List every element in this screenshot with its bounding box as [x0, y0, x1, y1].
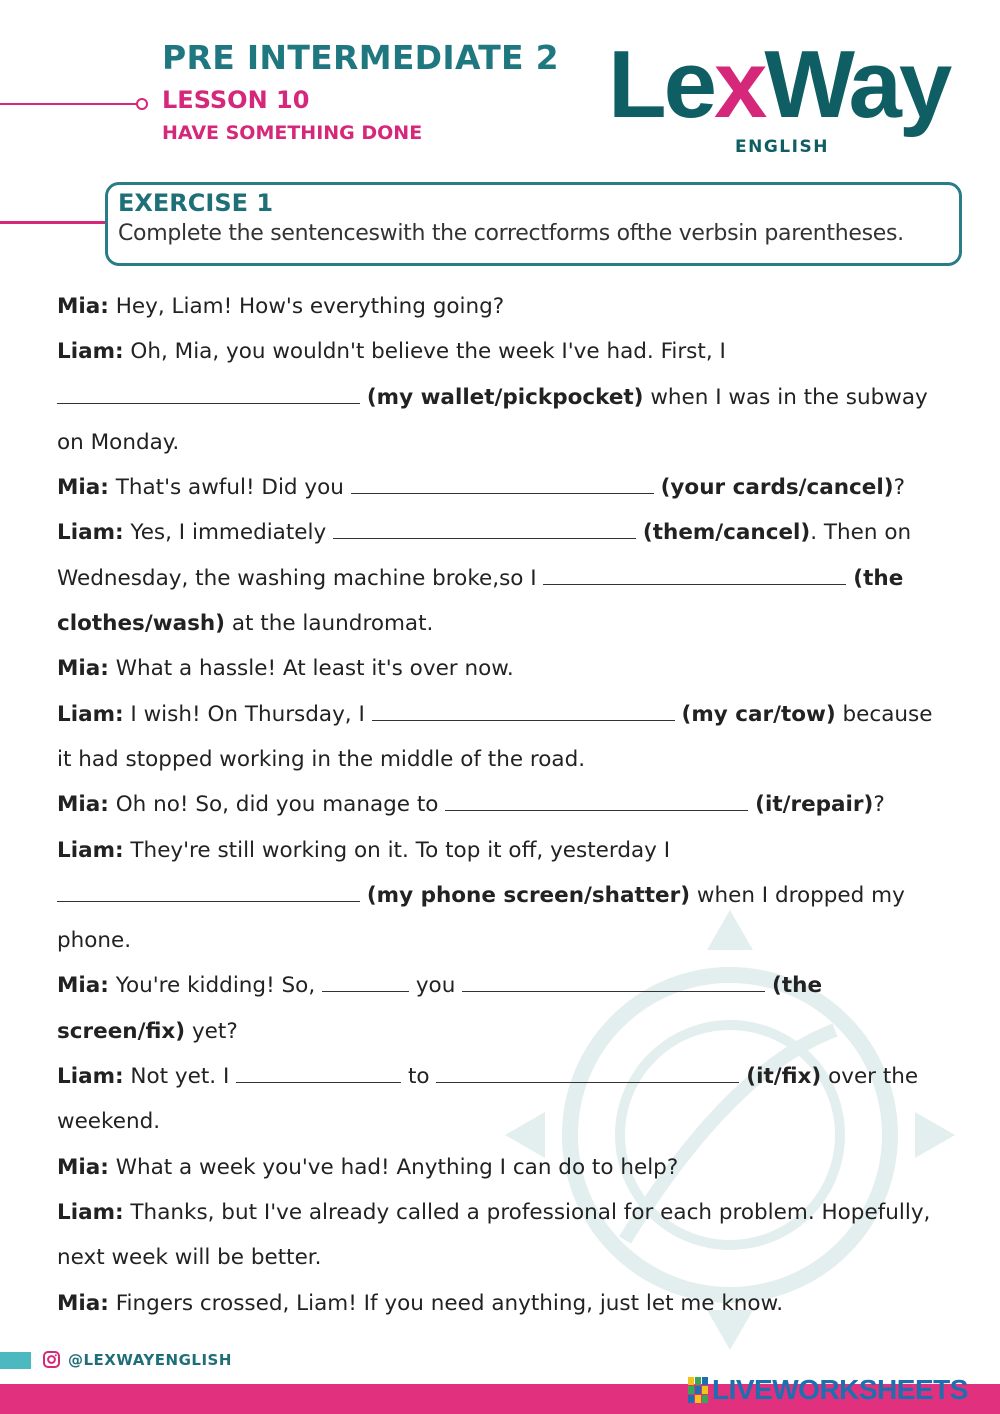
verb-hint: (the — [853, 565, 904, 591]
dialogue-line: Mia: That's awful! Did you (your cards/cancel)? — [57, 475, 905, 501]
speaker: Liam: — [57, 701, 124, 727]
lesson-topic: HAVE SOMETHING DONE — [162, 122, 423, 144]
verb-hint: (the — [772, 973, 823, 999]
dialogue — [57, 284, 947, 1326]
verb-hint: screen/fix) — [57, 1018, 186, 1044]
speaker: Liam: — [57, 1199, 124, 1225]
answer-blank-5[interactable] — [372, 700, 675, 721]
level-title: PRE INTERMEDIATE 2 — [162, 38, 559, 77]
answer-blank-4[interactable] — [543, 564, 846, 585]
dialogue-line: Mia: You're kidding! So, you (the — [57, 973, 823, 999]
liveworksheets-wordmark: LIVEWORKSHEETS — [712, 1374, 968, 1405]
dialogue-line: Liam: Oh, Mia, you wouldn't believe the week I've had. First, I — [57, 339, 726, 365]
speaker: Mia: — [57, 1154, 109, 1180]
verb-hint: (your cards/cancel) — [660, 475, 894, 501]
dialogue-line: Liam: They're still working on it. To top it off, yesterday I — [57, 837, 671, 863]
speaker: Mia: — [57, 656, 109, 682]
logo-wordmark: LexWay — [608, 31, 950, 138]
answer-blank-8[interactable] — [322, 971, 409, 992]
dialogue-line: (my phone screen/shatter) when I dropped my — [57, 873, 947, 918]
dialogue-line: Mia: What a hassle! At least it's over now. — [57, 656, 514, 682]
verb-hint: (it/repair) — [755, 792, 874, 818]
lesson-number: LESSON 10 — [162, 86, 310, 114]
answer-blank-7[interactable] — [57, 881, 360, 902]
dialogue-line: Mia: Hey, Liam! How's everything going? — [57, 294, 505, 319]
speaker: Liam: — [57, 520, 124, 546]
answer-blank-2[interactable] — [351, 473, 654, 494]
dialogue-line: on Monday. — [57, 429, 180, 455]
answer-blank-1[interactable] — [57, 383, 360, 404]
speaker: Liam: — [57, 339, 124, 365]
dialogue-line: next week will be better. — [57, 1245, 322, 1271]
dialogue-line: screen/fix) yet? — [57, 1018, 238, 1044]
verb-hint: (my wallet/pickpocket) — [366, 384, 644, 410]
answer-blank-10[interactable] — [236, 1062, 401, 1083]
liveworksheets-icon — [688, 1377, 708, 1403]
verb-hint: (my car/tow) — [681, 701, 836, 727]
verb-hint: (it/fix) — [746, 1064, 822, 1090]
logo-subtitle: ENGLISH — [735, 137, 829, 157]
dialogue-line: Mia: Fingers crossed, Liam! If you need anything, just let me know. — [57, 1290, 784, 1316]
dialogue-line: it had stopped working in the middle of the road. — [57, 746, 586, 772]
dialogue-line: Mia: What a week you've had! Anything I can do to help? — [57, 1154, 679, 1180]
social-handle[interactable]: @LEXWAYENGLISH — [68, 1351, 232, 1369]
speaker: Mia: — [57, 1290, 109, 1316]
lexway-logo — [608, 30, 968, 160]
dialogue-line: Liam: Yes, I immediately (them/cancel). Then on — [57, 520, 912, 546]
speaker: Mia: — [57, 792, 109, 818]
dialogue-line: Wednesday, the washing machine broke,so I (the — [57, 565, 904, 591]
answer-blank-6[interactable] — [445, 790, 748, 811]
speaker: Mia: — [57, 973, 109, 999]
dialogue-line: weekend. — [57, 1109, 161, 1135]
dialogue-line: (my wallet/pickpocket) when I was in the subway — [57, 375, 947, 420]
answer-blank-11[interactable] — [436, 1062, 739, 1083]
header-divider-dot — [136, 98, 148, 110]
answer-blank-9[interactable] — [462, 971, 765, 992]
exercise-accent-line — [0, 221, 108, 224]
header-divider — [0, 103, 138, 105]
speaker: Liam: — [57, 837, 124, 863]
dialogue-line: Liam: Thanks, but I've already called a professional for each problem. Hopefully, — [57, 1199, 931, 1225]
verb-hint: (them/cancel) — [642, 520, 811, 546]
exercise-box — [105, 182, 962, 266]
exercise-title: EXERCISE 1 — [118, 189, 274, 217]
speaker: Mia: — [57, 294, 109, 319]
dialogue-line: phone. — [57, 928, 132, 954]
dialogue-line: Liam: Not yet. I to (it/fix) over the — [57, 1064, 919, 1090]
footer-accent-square — [0, 1352, 31, 1369]
exercise-instruction: Complete the sentenceswith the correctforms ofthe verbsin parentheses. — [118, 221, 904, 246]
speaker: Mia: — [57, 475, 109, 501]
speaker: Liam: — [57, 1064, 124, 1090]
dialogue-line: Liam: I wish! On Thursday, I (my car/tow) because — [57, 701, 933, 727]
instagram-icon — [43, 1351, 60, 1368]
verb-hint: (my phone screen/shatter) — [366, 882, 691, 908]
dialogue-line: clothes/wash) at the laundromat. — [57, 611, 434, 637]
answer-blank-3[interactable] — [333, 518, 636, 539]
verb-hint: clothes/wash) — [57, 611, 226, 637]
dialogue-line: Mia: Oh no! So, did you manage to (it/repair)? — [57, 792, 885, 818]
